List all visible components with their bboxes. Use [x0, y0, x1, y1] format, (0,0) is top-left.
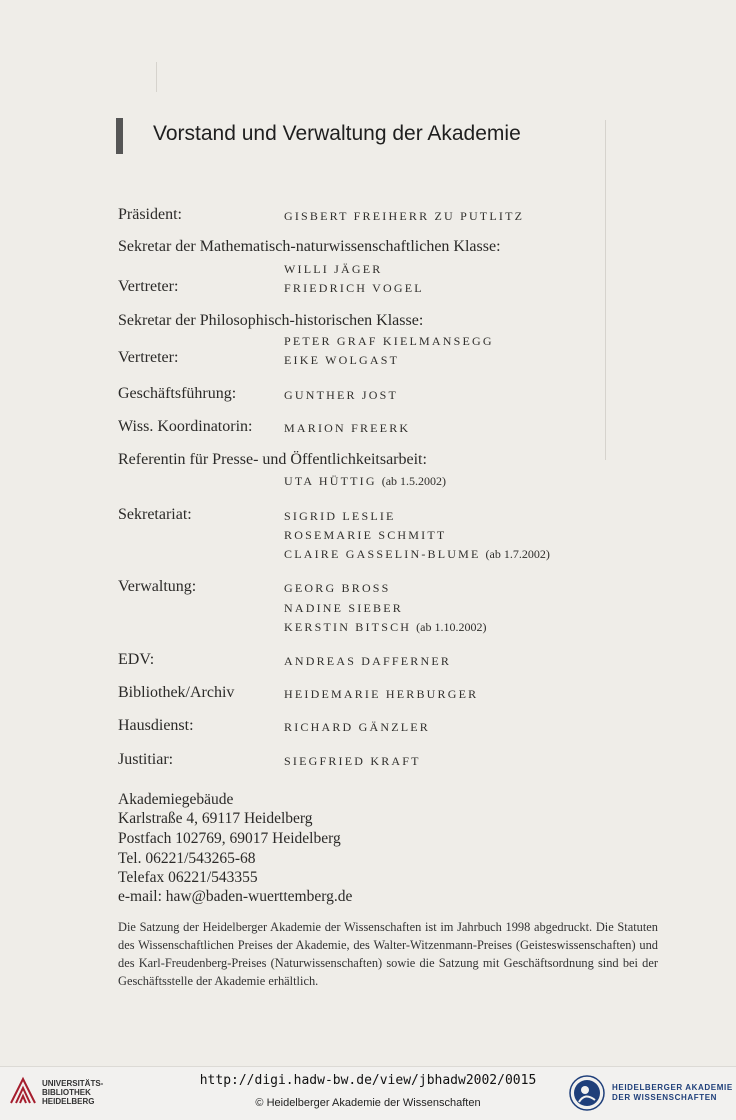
library-line: BIBLIOTHEK — [42, 1088, 91, 1097]
library-line: HEIDELBERG — [42, 1097, 95, 1106]
label-verwaltung: Verwaltung: — [118, 578, 197, 595]
name-bibliothek: HEIDEMARIE HERBURGER — [284, 687, 479, 701]
label-referentin: Referentin für Presse- und Öffentlichkeitsarbeit: — [118, 451, 427, 468]
name-hausdienst: RICHARD GÄNZLER — [284, 720, 430, 734]
date-note: (ab 1.7.2002) — [485, 547, 550, 561]
name-justitiar: SIEGFRIED KRAFT — [284, 754, 421, 768]
name-sekretar-math: WILLI JÄGER — [284, 262, 383, 276]
label-sekretar-phil: Sekretar der Philosophisch-historischen Klasse: — [118, 312, 424, 329]
academy-line: HEIDELBERGER AKADEMIE — [612, 1083, 733, 1092]
date-note: (ab 1.5.2002) — [381, 474, 447, 488]
address-line: Telefax 06221/543355 — [118, 869, 258, 886]
label-vertreter-math: Vertreter: — [118, 278, 179, 295]
name-sekretariat-1: SIGRID LESLIE — [284, 509, 396, 523]
label-hausdienst: Hausdienst: — [118, 717, 194, 734]
bleed-through-rule — [156, 62, 157, 92]
name-referentin — [284, 474, 446, 489]
heading-marker-bar — [116, 118, 123, 154]
name-verwaltung-3-text: KERSTIN BITSCH — [284, 620, 412, 634]
academy-line: DER WISSENSCHAFTEN — [612, 1093, 718, 1102]
address-line: Postfach 102769, 69017 Heidelberg — [118, 830, 341, 847]
label-praesident: Präsident: — [118, 206, 182, 223]
label-edv: EDV: — [118, 651, 155, 668]
label-sekretariat: Sekretariat: — [118, 506, 192, 523]
viewer-footer — [0, 1066, 736, 1120]
label-vertreter-phil: Vertreter: — [118, 349, 179, 366]
name-referentin-text: UTA HÜTTIG — [284, 474, 377, 488]
name-praesident: GISBERT FREIHERR ZU PUTLITZ — [284, 209, 525, 223]
academy-seal-icon — [568, 1074, 606, 1112]
name-vertreter-math: FRIEDRICH VOGEL — [284, 281, 424, 295]
name-verwaltung-3 — [284, 620, 486, 635]
name-geschaeftsfuehrung: GUNTHER JOST — [284, 388, 399, 402]
date-note: (ab 1.10.2002) — [416, 620, 487, 634]
library-line: UNIVERSITÄTS- — [42, 1079, 104, 1088]
label-geschaeftsfuehrung: Geschäftsführung: — [118, 385, 237, 402]
bleed-through-rule — [605, 120, 606, 460]
name-sekretariat-3-text: CLAIRE GASSELIN-BLUME — [284, 547, 481, 561]
label-koordinatorin: Wiss. Koordinatorin: — [118, 418, 253, 435]
address-line: Tel. 06221/543265-68 — [118, 850, 256, 867]
name-edv: ANDREAS DAFFERNER — [284, 654, 452, 668]
copyright-notice: © Heidelberger Akademie der Wissenschaften — [255, 1097, 481, 1109]
academy-name — [612, 1083, 733, 1103]
name-sekretariat-3 — [284, 547, 550, 562]
label-justitiar: Justitiar: — [118, 751, 174, 768]
name-vertreter-phil: EIKE WOLGAST — [284, 353, 400, 367]
permalink-url[interactable]: http://digi.hadw-bw.de/view/jbhadw2002/0015 — [199, 1073, 537, 1088]
label-bibliothek: Bibliothek/Archiv — [118, 684, 235, 701]
email-line: e-mail: haw@baden-wuerttemberg.de — [118, 888, 353, 905]
name-verwaltung-1: GEORG BROSS — [284, 581, 391, 595]
name-sekretariat-2: ROSEMARIE SCHMITT — [284, 528, 447, 542]
name-koordinatorin: MARION FREERK — [284, 421, 411, 435]
name-sekretar-phil: PETER GRAF KIELMANSEGG — [284, 334, 494, 348]
address-line: Karlstraße 4, 69117 Heidelberg — [118, 810, 313, 827]
statute-note-paragraph: Die Satzung der Heidelberger Akademie der Wissenschaften ist im Jahrbuch 1998 abgedruckt. Die Statuten des Wissenschaftlichen Preises der Akademie, des Walter-Witzenmann-Preises (Geisteswissenschaften) und des Karl-Freudenberg-Preises (Naturwissenschaften) sowie die Satzung mit Geschäftsordnung sind bei der Geschäftsstelle der Akademie erhältlich. — [118, 920, 658, 988]
address-line: Akademiegebäude — [118, 791, 234, 808]
label-sekretar-math: Sekretar der Mathematisch-naturwissenschaftlichen Klasse: — [118, 238, 501, 255]
page-title: Vorstand und Verwaltung der Akademie — [153, 122, 521, 145]
name-verwaltung-2: NADINE SIEBER — [284, 601, 403, 615]
